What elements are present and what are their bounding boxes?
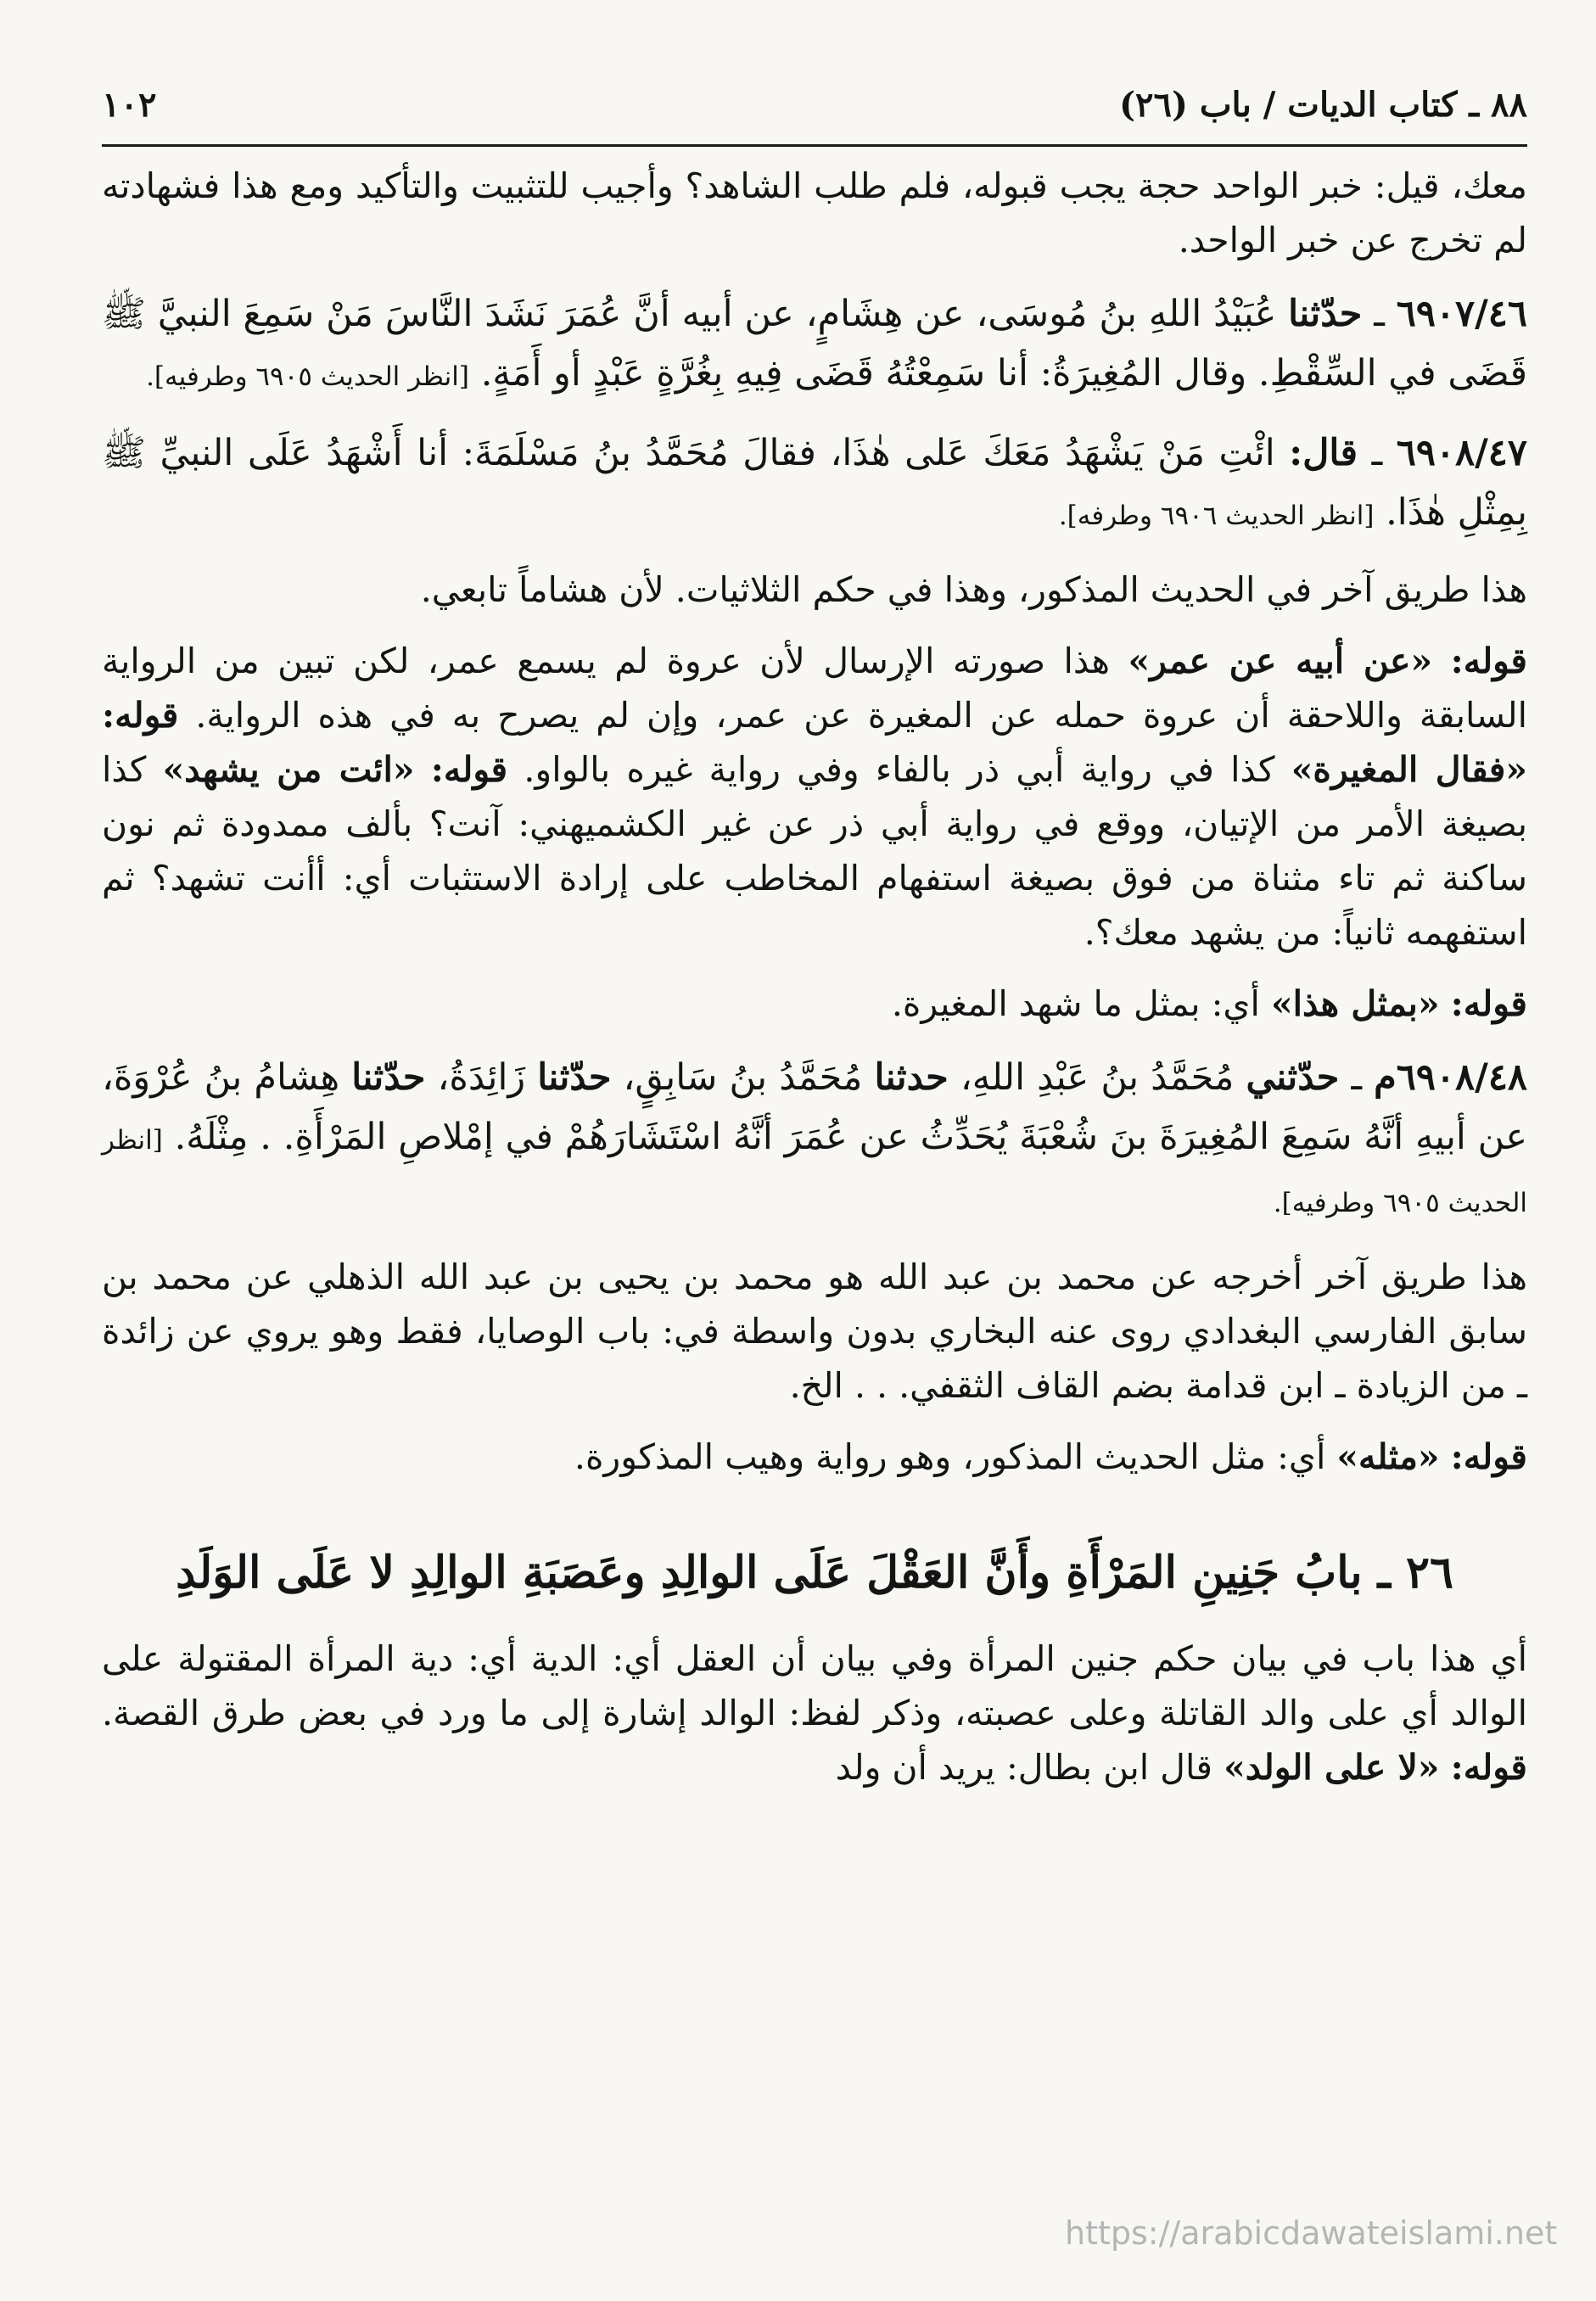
hadith-6907: ٦٩٠٧/٤٦ ـ حدّثنا عُبَيْدُ اللهِ بنُ مُوسَى، عن هِشَامٍ، عن أبيه أنَّ عُمَرَ نَشَدَ النَّاسَ مَنْ سَمِعَ النبيَّ ﷺ قَضَى في السِّقْطِ. وقال المُغِيرَةُ: أنا سَمِعْتُهُ قَضَى فِيهِ بِغُرَّةٍ عَبْدٍ أو أَمَةٍ. [انظر الحديث ٦٩٠٥ وطرفيه]. [102,293,1527,395]
page-number: ١٠٢ [102,85,157,125]
hadith-text: هِشامُ بنُ عُرْوَةَ، عن أبيهِ أنَّهُ سَمِعَ المُغِيرَةَ بنَ شُعْبَةَ يُحَدِّثُ عن عُمَرَ أنَّهُ اسْتَشَارَهُمْ في إمْلاصِ المَرْأَةِ. . مِثْلَهُ. [102,1056,1528,1158]
hadith-isnad: قال: [1289,432,1358,474]
quoted-phrase: «عن أبيه عن عمر» [1128,641,1433,681]
chapter-heading: ٢٦ ـ بابُ جَنِينِ المَرْأَةِ وأَنَّ العَقْلَ عَلَى الوالِدِ وعَصَبَةِ الوالِدِ لا عَلَى الوَلَدِ [176,1547,1453,1598]
hadith-text: عُبَيْدُ اللهِ بنُ مُوسَى، عن هِشَامٍ، عن أبيه أنَّ عُمَرَ نَشَدَ النَّاسَ مَنْ سَمِعَ النبيَّ ﷺ قَضَى في السِّقْطِ. وقال المُغِيرَةُ: أنا سَمِعْتُهُ قَضَى فِيهِ بِغُرَّةٍ عَبْدٍ أو أَمَةٍ. [102,293,1527,395]
hadith-reference: [انظر الحديث ٦٩٠٦ وطرفه]. [1058,501,1375,531]
qawl-label: قوله: [1450,1436,1527,1477]
quoted-phrase: «مثله» [1336,1436,1440,1477]
hadith-isnad: حدّثنا [537,1056,612,1099]
commentary-paragraph [102,1430,1527,1484]
commentary-text: هذا صورته الإرسال لأن عروة لم يسمع عمر، لكن تبين من الرواية السابقة واللاحقة أن عروة حمله عن المغيرة عن عمر، وإن لم يصرح به في هذه الرواية. [102,641,1527,736]
running-title: ٨٨ ـ كتاب الديات / باب (٢٦) [1119,85,1527,125]
quoted-phrase: «ائت من يشهد» [162,749,415,790]
hadith-6908m: ٦٩٠٨/٤٨م ـ حدّثني مُحَمَّدُ بنُ عَبْدِ اللهِ، حدثنا مُحَمَّدُ بنُ سَابِقٍ، حدّثنا زَائِدَةُ، حدّثنا هِشامُ بنُ عُرْوَةَ، عن أبيهِ أنَّهُ سَمِعَ المُغِيرَةَ بنَ شُعْبَةَ يُحَدِّثُ عن عُمَرَ أنَّهُ اسْتَشَارَهُمْ في إمْلاصِ المَرْأَةِ. . مِثْلَهُ. [انظر الحديث ٦٩٠٥ وطرفيه]. [102,1056,1528,1218]
page-header [102,76,1527,147]
qawl-label: قوله: [1450,641,1527,681]
hadith-text: مُحَمَّدُ بنُ عَبْدِ اللهِ، [960,1056,1235,1099]
hadith-6908: ٦٩٠٨/٤٧ ـ قال: ائْتِ مَنْ يَشْهَدُ مَعَكَ عَلى هٰذَا، فقالَ مُحَمَّدُ بنُ مَسْلَمَةَ: أنا أَشْهَدُ عَلَى النبيِّ ﷺ بِمِثْلِ هٰذَا. [انظر الحديث ٦٩٠٦ وطرفه]. [102,432,1527,534]
hadith-isnad: حدثنا [874,1056,949,1099]
hadith-text: ائْتِ مَنْ يَشْهَدُ مَعَكَ عَلى هٰذَا، فقالَ مُحَمَّدُ بنُ مَسْلَمَةَ: أنا أَشْهَدُ عَلَى النبيِّ ﷺ بِمِثْلِ هٰذَا. [102,432,1527,534]
hadith-isnad: حدّثني [1246,1056,1340,1099]
qawl-label: قوله: [430,749,508,790]
commentary-paragraph [102,977,1527,1031]
quoted-phrase: «فقال المغيرة» [1291,749,1527,790]
quoted-phrase: «بمثل هذا» [1270,983,1440,1024]
hadith-reference: [انظر الحديث ٦٩٠٥ وطرفيه]. [102,1125,1527,1218]
commentary-text: كذا بصيغة الأمر من الإتيان، ووقع في رواية أبي ذر عن غير الكشميهني: آنت؟ بألف ممدودة ثم نون ساكنة ثم تاء مثناة من فوق بصيغة استفهام المخاطب على إرادة الاستثبات أي: أأنت تشهد؟ ثم استفهمه ثانياً: من يشهد معك؟. [102,749,1527,953]
hadith-text: زَائِدَةُ، [437,1056,526,1099]
hadith-reference: [انظر الحديث ٦٩٠٥ وطرفيه]. [146,361,470,392]
hadith-number: ٦٩٠٧/٤٦ [1396,293,1527,335]
quoted-phrase: «لا على الولد» [1224,1747,1440,1788]
hadith-isnad: حدّثنا [351,1056,426,1099]
page-content [102,159,1527,1794]
commentary-paragraph: هذا طريق آخر في الحديث المذكور، وهذا في حكم الثلاثيات. لأن هشاماً تابعي. [420,569,1527,610]
commentary-text: أي: بمثل ما شهد المغيرة. [891,983,1260,1024]
commentary-text: أي: مثل الحديث المذكور، وهو رواية وهيب المذكورة. [574,1436,1326,1477]
qawl-label: قوله: [1450,983,1527,1024]
commentary-paragraph [102,1632,1527,1794]
qawl-label: قوله: [1450,1747,1527,1788]
watermark-url: https://arabicdawateislami.net [1065,2214,1558,2252]
commentary-text: أي هذا باب في بيان حكم جنين المرأة وفي بيان أن العقل أي: الدية أي: دية المرأة المقتولة على الوالد أي على والد القاتلة وعلى عصبته، وذكر لفظ: الوالد إشارة إلى ما ورد في بعض طرق القصة. [102,1638,1527,1733]
commentary-paragraph: معك، قيل: خبر الواحد حجة يجب قبوله، فلم طلب الشاهد؟ وأجيب للتثبيت والتأكيد ومع هذا فشهادته لم تخرج عن خبر الواحد. [102,165,1527,260]
hadith-text: مُحَمَّدُ بنُ سَابِقٍ، [623,1056,863,1099]
qawl-label: قوله: [102,695,179,736]
hadith-number: ٦٩٠٨/٤٧ [1396,432,1527,474]
commentary-paragraph [102,634,1527,960]
commentary-text: كذا في رواية أبي ذر بالفاء وفي رواية غيره بالواو. [524,749,1275,790]
commentary-paragraph: هذا طريق آخر أخرجه عن محمد بن عبد الله هو محمد بن يحيى بن عبد الله الذهلي عن محمد بن سابق الفارسي البغدادي روى عنه البخاري بدون واسطة في: باب الوصايا، فقط وهو يروي عن زائدة ـ من الزيادة ـ ابن قدامة بضم القاف الثقفي. . . الخ. [102,1257,1527,1406]
hadith-isnad: حدّثنا [1288,293,1363,335]
book-page [102,76,1527,2265]
commentary-text: قال ابن بطال: يريد أن ولد [835,1747,1213,1788]
hadith-number: ٦٩٠٨/٤٨م [1374,1056,1528,1099]
